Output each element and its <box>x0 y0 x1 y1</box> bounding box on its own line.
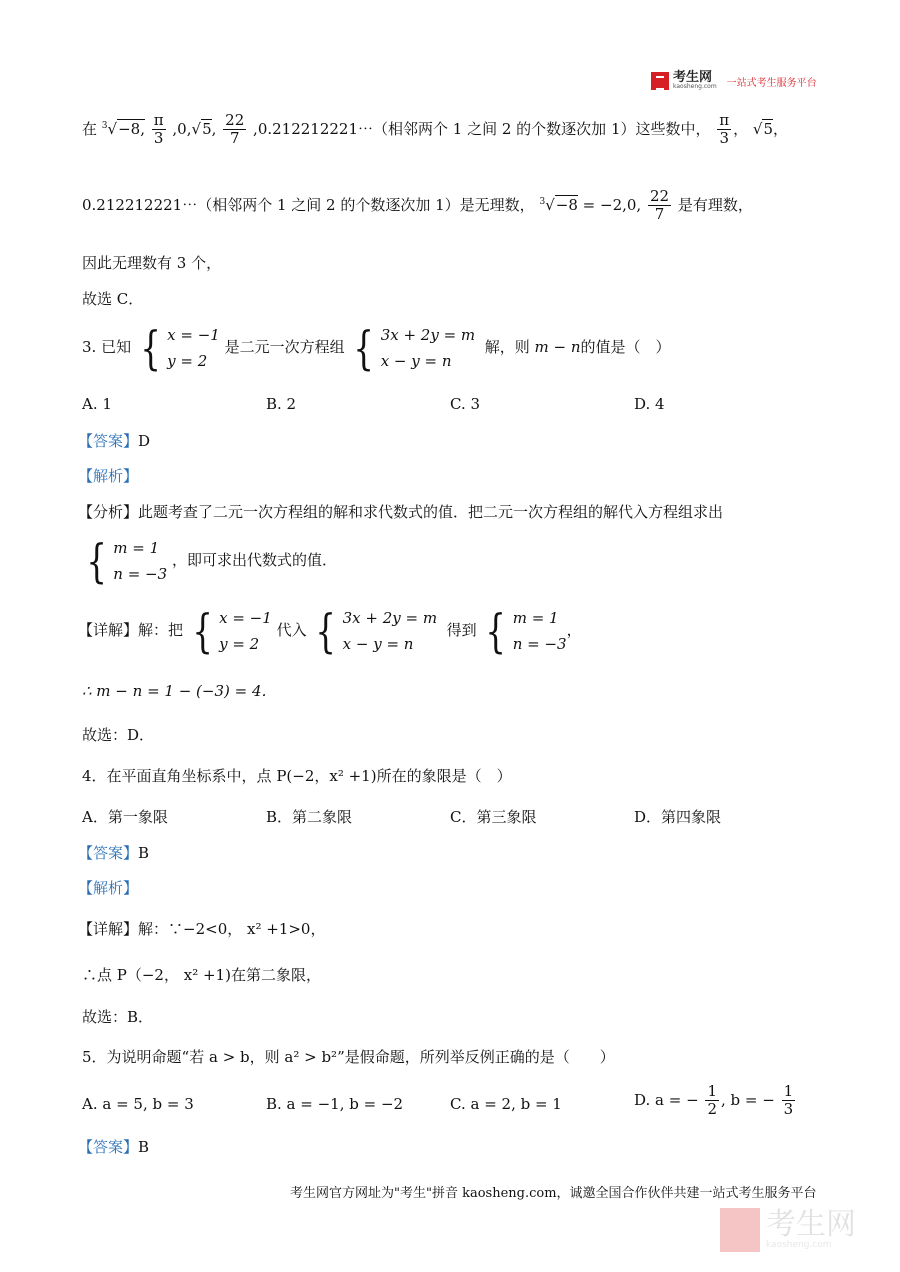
q3-answer <box>78 430 150 451</box>
q4-analysis-tag: 【解析】 <box>78 879 139 897</box>
q2-line2-b: −8 <box>555 195 578 214</box>
q2-line4: 故选 C． <box>82 290 144 308</box>
watermark-name: 考生网 <box>766 1207 856 1242</box>
q2-line2-d: 是有理数， <box>677 195 753 214</box>
opt-d-frac2: $\frac{1}{3}$ <box>783 1082 794 1119</box>
q3-fenxi <box>78 501 723 522</box>
q3-fenxi-cont <box>82 535 337 587</box>
answer-tag: 【答案】 <box>78 844 139 862</box>
q2-line2-c: = −2,0, <box>582 195 642 214</box>
detail-a: 解：把 <box>138 621 184 639</box>
q4-choose: 故选：B． <box>82 1008 154 1026</box>
watermark-logo-icon <box>720 1208 760 1252</box>
q3-calc: ∴ m − n = 1 − (−3) = 4． <box>82 682 277 700</box>
q2-frac-22-7b: $\frac{22}{7}$ <box>649 187 670 224</box>
q2-sqrt5-2: 5 <box>763 119 774 138</box>
q2-end: ， <box>733 119 749 138</box>
q2-sqrt5: 5 <box>202 119 212 138</box>
q3-option-d: D. 4 <box>634 395 665 413</box>
q3-analysis-tag: 【解析】 <box>78 467 139 485</box>
q5-answer <box>78 1136 149 1157</box>
q2-frac-pi: $\frac{\pi}{3}$ <box>153 111 164 148</box>
q2-frac-22-7: $\frac{22}{7}$ <box>225 111 245 148</box>
q2-frac-pi2: $\frac{\pi}{3}$ <box>719 111 730 148</box>
q2-line2: 0.212212221⋯（相邻两个 1 之间 2 的个数逐次加 1）是无理数， $^3$√−8 = −2,0, $\frac{22}{7}$ 是有理数， <box>82 187 753 224</box>
q3-mid: 是二元一次方程组 <box>224 338 345 356</box>
q3-option-b: B. 2 <box>266 395 297 413</box>
answer-value: D <box>138 432 151 450</box>
watermark <box>720 1208 856 1252</box>
answer-tag: 【答案】 <box>78 432 139 450</box>
detail-c: 得到 <box>446 621 477 639</box>
watermark-sub: kaosheng.com <box>766 1240 832 1250</box>
q5-option-c: C. a = 2, b = 1 <box>450 1095 562 1113</box>
q3-sys1: { x = −1 y = 2 <box>140 321 220 375</box>
detail-b: 代入 <box>276 621 307 639</box>
q3-option-a: A. 1 <box>82 395 112 413</box>
q4-option-d: D．第四象限 <box>634 808 722 826</box>
footer-text: 考生网官方网址为"考生"拼音 kaosheng.com，诚邀全国合作伙伴共建一站式考生服务平台 <box>290 1186 817 1201</box>
q4-option-b: B．第二象限 <box>266 808 353 826</box>
q3-detail-sys3: { m = 1 n = −3 <box>485 604 567 658</box>
q4-answer <box>78 842 149 863</box>
q2-line2-a: 0.212212221⋯（相邻两个 1 之间 2 的个数逐次加 1）是无理数， <box>82 195 535 214</box>
q5-option-b: B. a = −1, b = −2 <box>266 1095 404 1113</box>
logo-name: 考生网 <box>673 70 713 85</box>
q3-sys2: { 3x + 2y = m x − y = n <box>353 321 476 375</box>
detail-tag: 【详解】 <box>78 920 139 938</box>
q3-stem <box>82 322 671 374</box>
q2-prefix: 在 <box>82 119 98 138</box>
q4-option-a: A．第一象限 <box>82 808 168 826</box>
answer-value: B <box>138 844 150 862</box>
answer-tag: 【答案】 <box>78 1138 139 1156</box>
fenxi-text: 此题考查了二元一次方程组的解和求代数式的值．把二元一次方程组的解代入方程组求出 <box>138 503 724 521</box>
q2-cuberoot: −8, <box>118 119 145 138</box>
q3-choose: 故选：D． <box>82 726 155 744</box>
q2-tail: ， <box>773 119 789 138</box>
answer-value: B <box>138 1138 150 1156</box>
q3-tail2: 的值是（ ） <box>580 338 671 356</box>
q3-detail-sys2: { 3x + 2y = m x − y = n <box>315 604 438 658</box>
q3-tail: 解，则 <box>484 338 530 356</box>
header-slogan: 一站式考生服务平台 <box>726 77 817 89</box>
q4-detail <box>78 918 325 939</box>
fenxi-cont-text: ，即可求出代数式的值． <box>171 551 337 569</box>
opt-d-frac1: $\frac{1}{2}$ <box>707 1082 717 1119</box>
fenxi-tag: 【分析】 <box>78 503 139 521</box>
q3-prefix: 3. 已知 <box>82 338 132 356</box>
q2-line3: 因此无理数有 3 个， <box>82 254 222 272</box>
detail-d: ， <box>566 621 582 639</box>
q3-detail <box>78 605 582 657</box>
q3-option-c: C. 3 <box>450 395 481 413</box>
q5-stem: 5．为说明命题“若 a > b，则 a² > b²”是假命题，所列举反例正确的是（ ） <box>82 1048 615 1066</box>
opt-d-mid: , b = − <box>720 1090 775 1109</box>
q3-expr: m − n <box>534 338 581 356</box>
q4-stem: 4．在平面直角坐标系中，点 P(−2，x² +1)所在的象限是（ ） <box>82 767 512 785</box>
logo-sub: kaosheng.com <box>673 83 717 90</box>
q2-line1: 在 $^3$√−8, $\frac{\pi}{3}$ ,0,√5, $\frac{22}{7}$ ,0.212212221⋯（相邻两个 1 之间 2 的个数逐次加 1）这些数中， $\frac{\pi}{3}$ ， √5， <box>82 111 789 148</box>
q3-sys3: { m = 1 n = −3 <box>86 534 168 588</box>
detail-tag: 【详解】 <box>78 621 139 639</box>
q5-option-d <box>634 1083 797 1119</box>
detail-text: 解：∵−2<0， x² +1>0， <box>138 920 326 938</box>
opt-d-prefix: D. a = − <box>634 1090 699 1109</box>
q4-option-c: C．第三象限 <box>450 808 537 826</box>
header-logo <box>651 72 817 90</box>
q5-option-a: A. a = 5, b = 3 <box>82 1095 194 1113</box>
q2-sep2: , <box>211 119 217 138</box>
q4-conclude: ∴点 P（−2， x² +1)在第二象限， <box>82 966 321 984</box>
q2-sep1: ,0, <box>172 119 192 138</box>
q2-rest: ,0.212212221⋯（相邻两个 1 之间 2 的个数逐次加 1）这些数中， <box>253 119 711 138</box>
logo-mark-icon <box>651 72 669 90</box>
q3-detail-sys1: { x = −1 y = 2 <box>192 604 272 658</box>
